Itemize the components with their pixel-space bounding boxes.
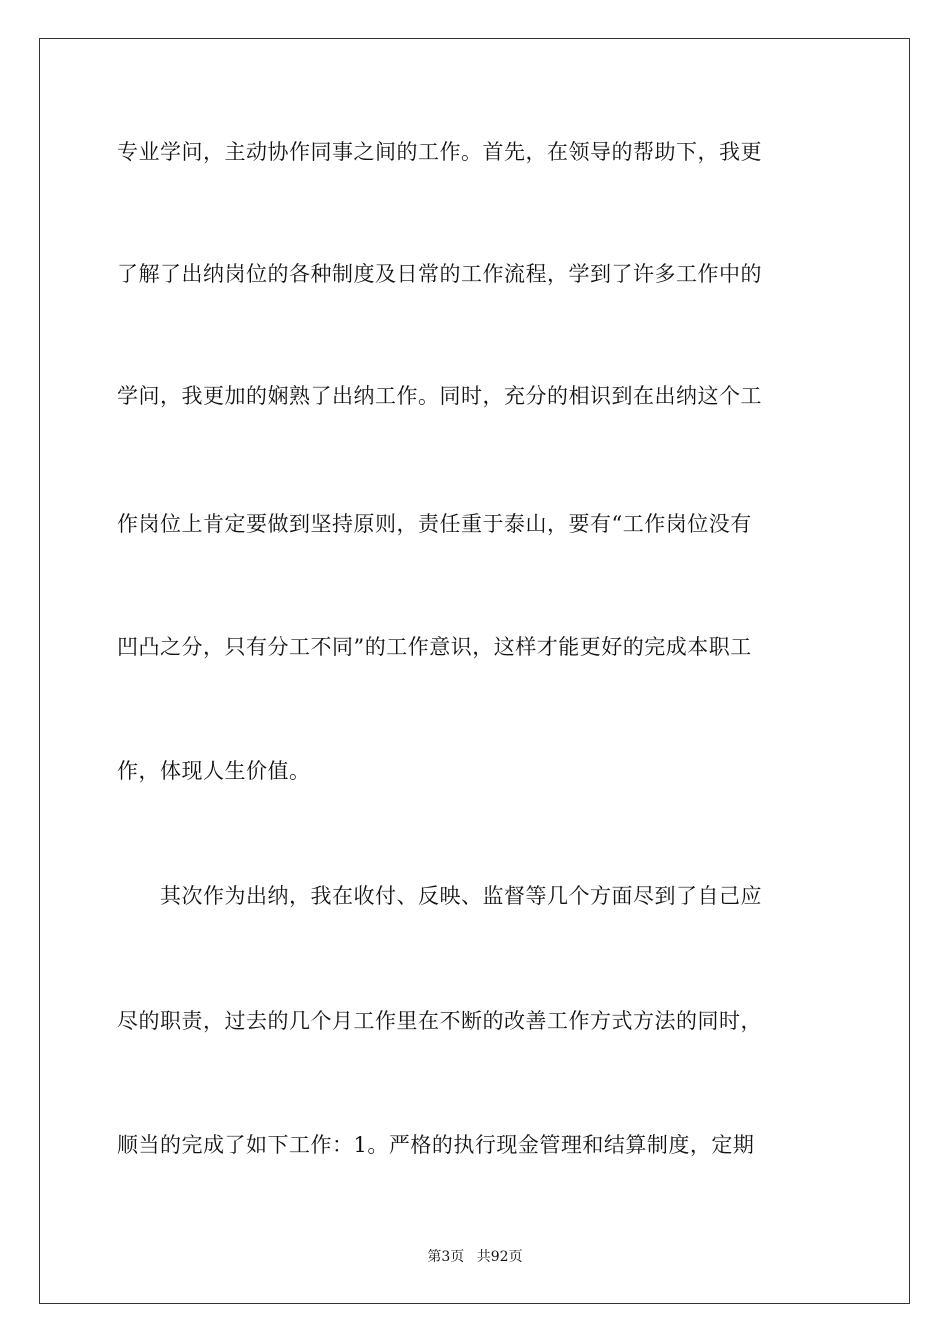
- body-line-7: 其次作为出纳，我在收付、反映、监督等几个方面尽到了自己应: [117, 884, 762, 908]
- body-line-5: 凹凸之分，只有分工不同”的工作意识，这样才能更好的完成本职工: [117, 635, 752, 659]
- body-line-8: 尽的职责，过去的几个月工作里在不断的改善工作方式方法的同时，: [117, 1009, 762, 1033]
- body-line-6: 作，体现人生价值。: [117, 759, 311, 783]
- page-total: 共92页: [476, 1249, 523, 1265]
- page-number: 第3页: [427, 1249, 465, 1265]
- body-line-3: 学问，我更加的娴熟了出纳工作。同时，充分的相识到在出纳这个工: [117, 384, 762, 408]
- body-line-1: 专业学问，主动协作同事之间的工作。首先，在领导的帮助下，我更: [117, 140, 762, 164]
- body-line-2: 了解了出纳岗位的各种制度及日常的工作流程，学到了许多工作中的: [117, 262, 762, 286]
- body-line-4: 作岗位上肯定要做到坚持原则，责任重于泰山，要有“工作岗位没有: [117, 512, 752, 536]
- body-line-9: 顺当的完成了如下工作：1。严格的执行现金管理和结算制度，定期: [117, 1133, 755, 1157]
- page-footer: [0, 1247, 950, 1267]
- page-frame: [39, 38, 910, 1304]
